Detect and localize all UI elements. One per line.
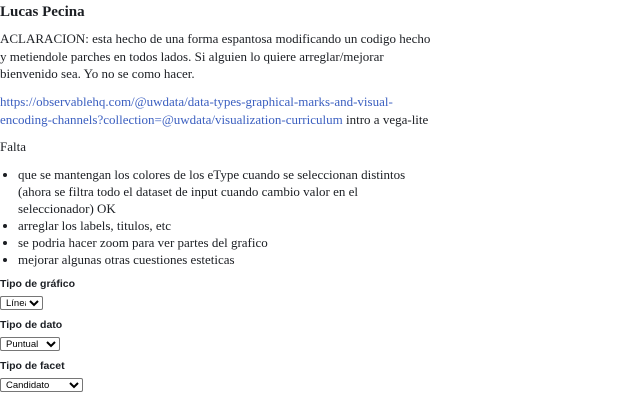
list-item: • mejorar algunas otras cuestiones esteticas — [18, 251, 418, 268]
disclaimer-text: ACLARACION: esta hecho de una forma espantosa modificando un codigo hecho y metiendole parches en todos lados. Si alguien lo quiere arreglar/mejorar bienvenido sea. Yo no se como hacer. — [0, 31, 431, 81]
chart-type-control — [0, 278, 75, 311]
data-type-label: Tipo de dato — [0, 319, 63, 331]
page-title: Lucas Pecina — [0, 4, 85, 20]
todo-list — [0, 166, 418, 268]
list-item: • se podria hacer zoom para ver partes del grafico — [18, 234, 418, 251]
facet-type-select[interactable] — [0, 378, 83, 392]
reference-suffix: intro a vega-lite — [342, 111, 429, 127]
chart-type-select[interactable] — [0, 296, 43, 310]
facet-type-label: Tipo de facet — [0, 360, 65, 372]
reference-link[interactable]: https://observablehq.com/@uwdata/data-types-graphical-marks-and-visual-encoding-channels?collection=@uwdata/visualization-curriculum — [0, 94, 393, 127]
chart-type-label: Tipo de gráfico — [0, 278, 76, 290]
data-type-control — [0, 319, 62, 352]
list-item: • que se mantengan los colores de los eType cuando se seleccionan distintos (ahora se filtra todo el dataset de input cuando cambio valor en el seleccionador) OK — [18, 166, 418, 217]
facet-type-control — [0, 360, 83, 393]
list-item: • arreglar los labels, titulos, etc — [18, 217, 418, 234]
reference-paragraph — [0, 93, 440, 128]
data-type-select[interactable] — [0, 337, 60, 351]
missing-heading: Falta — [0, 139, 26, 154]
